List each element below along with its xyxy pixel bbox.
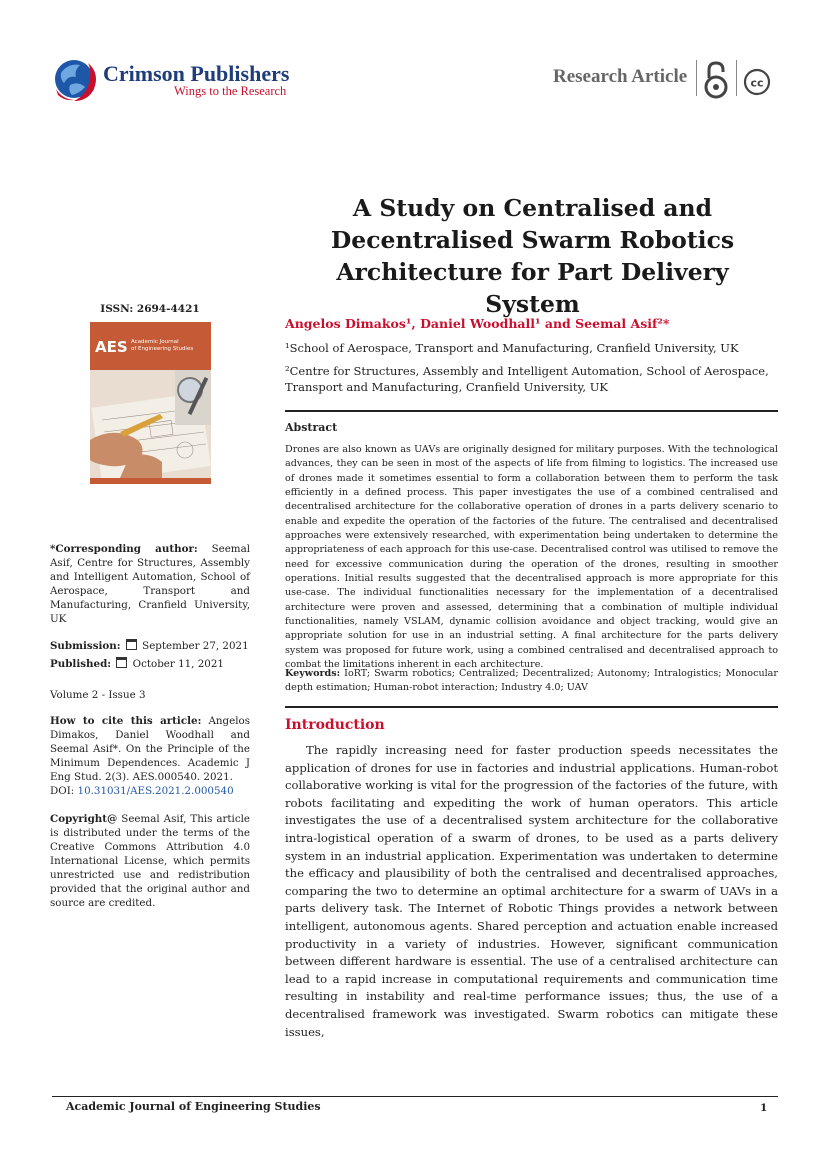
header-divider: [736, 60, 737, 96]
published-date: Published: October 11, 2021: [50, 658, 224, 670]
calendar-icon: [126, 639, 137, 650]
footer-journal-name: Academic Journal of Engineering Studies: [66, 1100, 321, 1113]
page-number: 1: [760, 1102, 768, 1114]
volume-issue: Volume 2 - Issue 3: [50, 689, 146, 701]
cover-abbr: AES: [95, 338, 128, 356]
section-divider: [285, 706, 778, 708]
calendar-icon: [116, 657, 127, 668]
copyright-notice: Copyright@ Seemal Asif, This article is distributed under the terms of the Creative Commons Attribution 4.0 International License, which permits unrestricted use and redistribution provided that the original author and source are credited.: [50, 813, 250, 909]
abstract-text: Drones are also known as UAVs are originally designed for military purposes. With the technological advances, they can be seen in most of the aspects of life from filming to logistics. The increased use of drones made it sometimes essential to form a collaboration between them to perform the task efficiently in a defined process. This paper investigates the use of a combined centralised and decentralised architecture for the collaborative operation of drones in a parts delivery scenario to enable and expedite the operation of the factories of the future. The centralised and decentralised approaches were extensively researched, with experimentation being undertaken to determine the appropriateness of each approach for this use-case. Decentralised control was utilised to remove the need for excessive communication during the operation of the drones, resulting in smoother operations. Initial results suggested that the decentralised approach is more appropriate for this use-case. The individual functionalities necessary for the implementation of a decentralised architecture were proven and assessed, determining that a combination of multiple individual functionalities, namely VSLAM, dynamic collision avoidance and object tracking, would give an appropriate solution for use in an industrial setting. A final architecture for the parts delivery system was proposed for future work, using a combined centralised and decentralised approach to combat the limitations inherent in each architecture.: [285, 444, 778, 671]
article-title: A Study on Centralised and Decentralised Swarm Robotics Architecture for Part Delivery System: [330, 194, 735, 318]
cover-journal-name: Academic Journal of Engineering Studies: [131, 339, 194, 352]
header-divider: [696, 60, 697, 96]
globe-logo-icon: [52, 55, 102, 105]
issn: ISSN: 2694-4421: [100, 303, 200, 315]
citation: How to cite this article: Angelos Dimakos, Daniel Woodhall and Seemal Asif*. On the Principle of the Minimum Dependences. Academic J Eng Stud. 2(3). AES.000540. 2021. DOI: 10.31031/AES.2021.2.000540: [50, 715, 250, 797]
footer-divider: [52, 1096, 778, 1097]
affiliation-1: ¹School of Aerospace, Transport and Manufacturing, Cranfield University, UK: [285, 341, 739, 355]
doi-link[interactable]: 10.31031/AES.2021.2.000540: [77, 785, 234, 797]
creative-commons-icon: [743, 68, 771, 96]
open-access-icon: [702, 60, 730, 100]
svg-text:cc: cc: [750, 76, 764, 90]
publisher-logo: [52, 55, 302, 107]
corresponding-author: *Corresponding author: Seemal Asif, Centre for Structures, Assembly and Intelligent Automation, School of Aerospace, Transport and Manufacturing, Cranfield University, UK: [50, 543, 250, 625]
author-list: Angelos Dimakos¹, Daniel Woodhall¹ and Seemal Asif²*: [285, 316, 670, 331]
cover-engineering-image: [90, 370, 211, 478]
section-divider: [285, 410, 778, 412]
submission-date: Submission: September 27, 2021: [50, 640, 249, 652]
publisher-name: Crimson Publishers: [103, 61, 290, 86]
article-type-label: Research Article: [553, 66, 688, 87]
affiliation-2: ²Centre for Structures, Assembly and Intelligent Automation, School of Aerospace, Transport and Manufacturing, Cranfield University, UK: [285, 364, 769, 394]
publisher-tagline: Wings to the Research: [174, 84, 287, 98]
journal-cover: [90, 322, 211, 484]
introduction-text: The rapidly increasing need for faster production speeds necessitates the application of drones for use in factories and industrial applications. Human-robot collaborative working is vital for the progression of the factories of the future, with robots facilitating and expediting the work of human operators. This article investigates the use of a decentralised system architecture for the collaborative intra-logistical operation of a swarm of drones, to be used as a parts delivery system in an industrial application. Experimentation was undertaken to determine the efficacy and plausibility of both the centralised and decentralised approaches, comparing the two to determine an optimal architecture for a swarm of UAVs in a parts delivery task. The Internet of Robotic Things provides a network between intelligent, autonomous agents. Shared perception and actuation enable increased productivity in a variety of industries. However, significant communication between different hardware is essential. The use of a centralised architecture can lead to a rapid increase in computational requirements and communication time resulting in instability and real-time performance issues; thus, the use of a decentralised framework was investigated. Swarm robotics can mitigate these issues,: [285, 743, 778, 1039]
introduction-heading: Introduction: [285, 717, 385, 733]
abstract-heading: Abstract: [285, 421, 338, 434]
keywords: Keywords: IoRT; Swarm robotics; Centralized; Decentralized; Autonomy; Intralogistics; Monocular depth estimation; Human-robot interaction; Industry 4.0; UAV: [285, 668, 778, 693]
